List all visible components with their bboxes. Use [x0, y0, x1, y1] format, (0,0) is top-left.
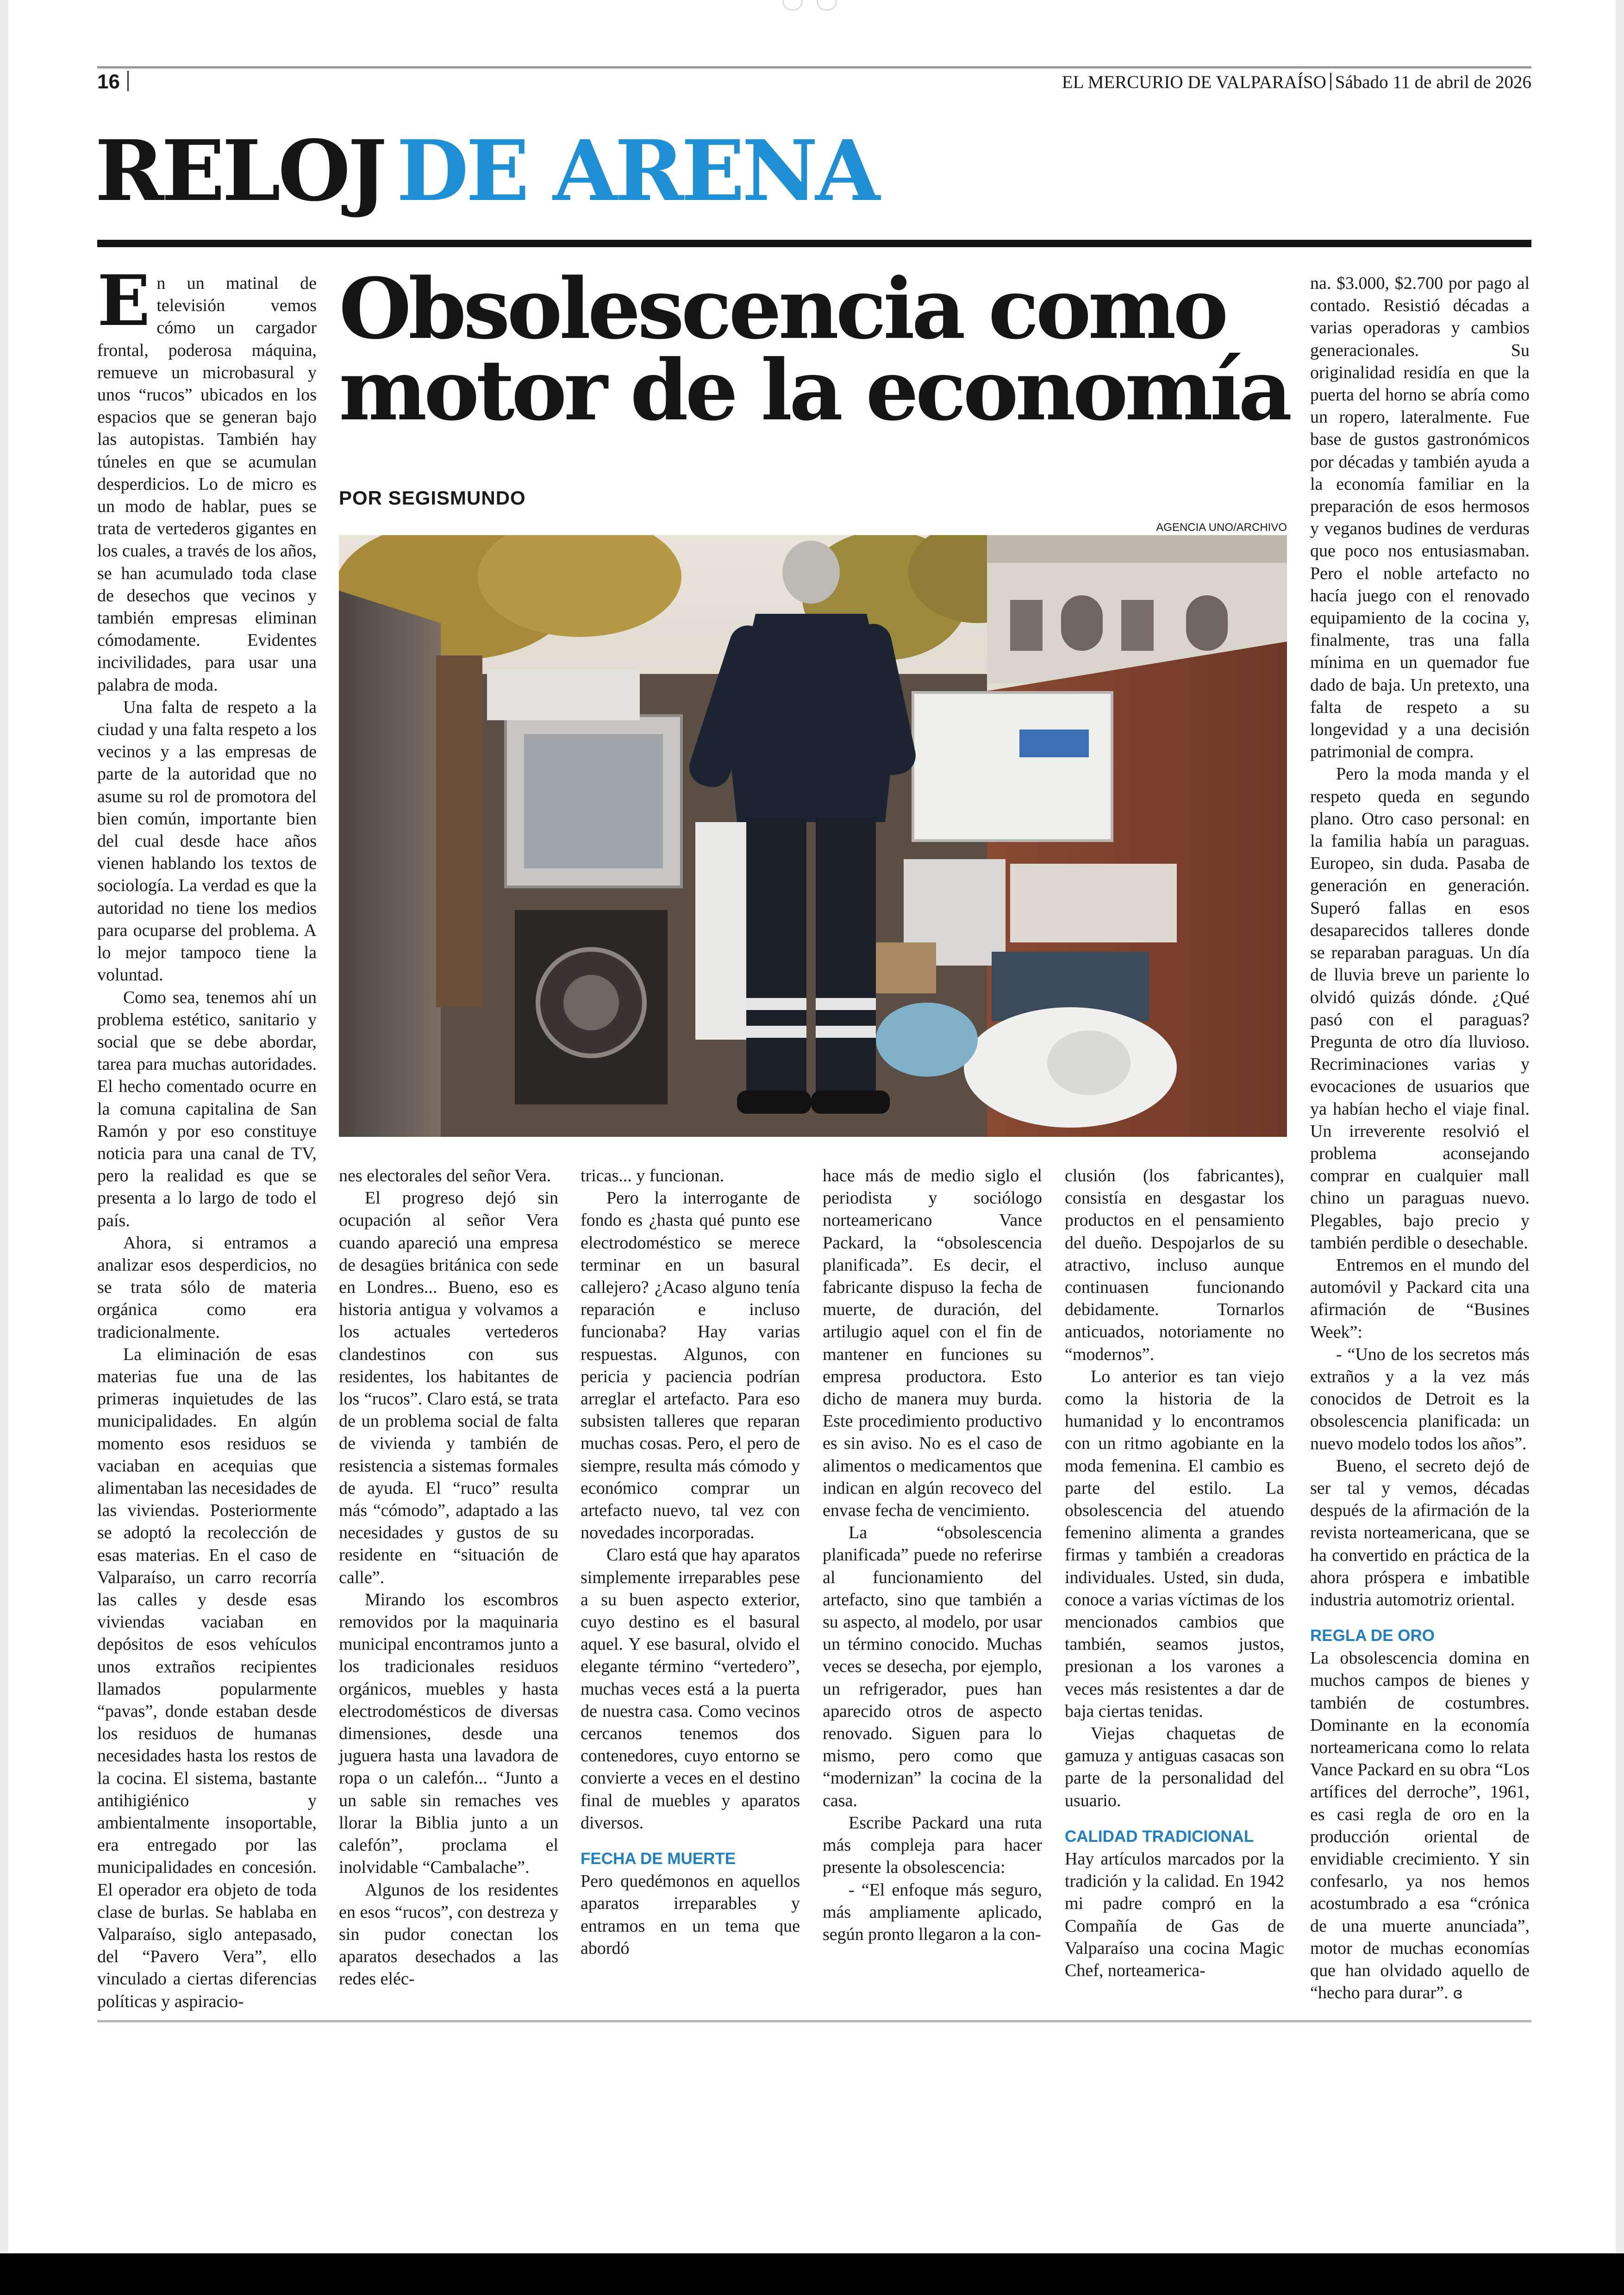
paragraph: tricas... y funcionan.	[581, 1166, 725, 1185]
closing-paragraph	[1310, 1647, 1530, 2004]
paragraph: Algunos de los residentes en esos “rucos”, con destreza y sin pudor conectan los aparatos desechados a las redes eléc-	[339, 1880, 558, 1989]
paragraph: Pero quedémonos en aquellos aparatos irreparables y entramos en un tema que abordó	[581, 1871, 800, 1958]
page-edge-left	[0, 0, 8, 2295]
lead-text: n un matinal de televisión vemos cómo un cargador frontal, poderosa máquina, remueve un microbasural y unos “rucos” ubicados en los espacios que se generan bajo las autopistas. También hay túneles en que se acumulan desperdicios. Lo de micro es un modo de hablar, pues se trata de vertederos gigantes en los cuales, a través de los años, se han acumulado toda clase de desechos que vecinos y también empresas eliminan cómodamente. Evidentes incivilidades, para usar una palabra de moda.	[97, 274, 317, 695]
headline: Obsolescencia como motor de la economía	[339, 260, 1289, 439]
paragraph: Ahora, si entramos a analizar esos desperdicios, no se trata sólo de materia orgánica como era tradicionalmente.	[97, 1233, 317, 1342]
page-edge-right	[1616, 0, 1624, 2295]
page-navigation-dots[interactable]	[782, 0, 837, 11]
paragraph: nes electorales del señor Vera.	[339, 1166, 551, 1185]
subhead-calidad-tradicional: CALIDAD TRADICIONAL	[1065, 1827, 1254, 1846]
paragraph: Viejas chaquetas de gamuza y antiguas casacas son parte de la personalidad del usuario.	[1065, 1724, 1284, 1810]
article-column-3	[581, 1165, 800, 1959]
page-number	[97, 70, 129, 94]
nav-dot[interactable]	[817, 0, 837, 11]
subhead-regla-de-oro: REGLA DE ORO	[1310, 1627, 1435, 1645]
page-number-text: 16	[97, 70, 120, 93]
dateline	[1062, 72, 1531, 93]
byline: POR SEGISMUNDO	[339, 487, 526, 509]
article-photo	[339, 535, 1287, 1137]
paragraph: Bueno, el secreto dejó de ser tal y vemos, décadas después de la afirmación de la revista norteamericana, que se ha convertido en práctica de la ahora próspera e imbatible industria automotriz oriental.	[1310, 1456, 1530, 1609]
paragraph: Lo anterior es tan viejo como la historia de la humanidad y lo encontramos con un ritmo agobiante en la moda femenina. El cambio es parte del estilo. La obsolescencia del atuendo femenino alimenta a grandes firmas y también a creadoras individuales. Usted, sin duda, conoce a varias víctimas de los mencionados cambios que también, seamos justos, presionan a los varones a veces más resistentes a dar de baja ciertas tenidas.	[1065, 1366, 1284, 1721]
newspaper-name: EL MERCURIO DE VALPARAÍSO	[1062, 72, 1326, 92]
paragraph: La “obsolescencia planificada” puede no referirse al funcionamiento del artefacto, sino que también a su aspecto, al modelo, por usar un término conocido. Muchas veces se desecha, por ejemplo, un refrigerador, pues han aparecido otros de aspecto renovado. Siguen para lo mismo, pero como que “modernizan” la cocina de la casa.	[823, 1523, 1042, 1810]
section-title	[95, 122, 877, 220]
paragraph: hace más de medio siglo el periodista y sociólogo norteamericano Vance Packard, la “obsolescencia planificada”. Es decir, el fabricante dispuso la fecha de muerte, de duración, del artilugio aquel con el fin de mantener en funciones su empresa productora. Esto dicho de manera muy burda. Este procedimiento productivo es sin aviso. No es el caso de alimentos o medicamentos que indican en algún recoveco del envase fecha de vencimiento.	[823, 1166, 1042, 1521]
paragraph: Pero la interrogante de fondo es ¿hasta qué punto ese electrodoméstico se merece terminar en un basural callejero? ¿Acaso alguno tenía reparación e incluso funcionaba? Hay varias respuestas. Algunos, con pericia y paciencia podrían arreglar el artefacto. Para eso subsisten talleres que reparan muchas cosas. Pero, el pero de siempre, resulta más cómodo y económico comprar un artefacto nuevo, tal vez con novedades incorporadas.	[581, 1188, 800, 1543]
paragraph: clusión (los fabricantes), consistía en desgastar los productos en el pensamiento del dueño. Despojarlos de su atractivo, incluso aunque continuasen funcionando debidamente. Tornarlos anticuados, notoriamente no “modernos”.	[1065, 1166, 1284, 1364]
footer-rule	[97, 2020, 1531, 2022]
dateline-separator	[1330, 73, 1331, 90]
section-rule	[97, 240, 1531, 247]
nav-dot[interactable]	[782, 0, 803, 11]
paragraph: Escribe Packard una ruta más compleja para hacer presente la obsolescencia:	[823, 1813, 1042, 1877]
issue-date: Sábado 11 de abril de 2026	[1335, 72, 1531, 92]
article-column-2	[339, 1165, 558, 1990]
section-title-word1: RELOJ	[95, 122, 385, 220]
paragraph: Entremos en el mundo del automóvil y Packard cita una afirmación de “Busines Week”:	[1310, 1255, 1530, 1342]
paragraph: Como sea, tenemos ahí un problema estético, sanitario y social que se debe abordar, tarea para muchas autoridades. El hecho comentado ocurre en la comuna capitalina de San Ramón y por eso constituye noticia para una canal de TV, pero la realidad es que se presenta a lo largo de todo el país.	[97, 987, 317, 1230]
end-mark-icon: ɞ	[1453, 1984, 1463, 2002]
paragraph: - “Uno de los secretos más extraños y a la vez más conocidos de Detroit es la obsolescencia planificada: un nuevo modelo todos los años”.	[1310, 1344, 1530, 1453]
photo-credit: AGENCIA UNO/ARCHIVO	[1156, 521, 1287, 534]
article-column-4	[823, 1165, 1042, 1946]
closing-text: La obsolescencia domina en muchos campos de bienes y también de costumbres. Dominante en la economía norteamericana como lo relata Vance Packard en su obra “Los artífices del derroche”, 1961, es casi regla de oro en la producción oriental de envidiable crecimiento. Y sin confesarlo, ya nos hemos acostumbrado a esa “crónica de una muerte anunciada”, motor de muchas economías que han olvidado aquello de “hecho para durar”.	[1310, 1648, 1530, 2003]
folio-separator	[127, 71, 129, 91]
screen-bottom-bar	[0, 2253, 1624, 2295]
paragraph: Una falta de respeto a la ciudad y una falta respeto a los vecinos y a las empresas de parte de la autoridad que no asume su rol de promotora del bien común, importante bien del cual desde hace años vienen hablando los textos de sociología. La verdad es que la autoridad no tiene los medios para ocuparse del problema. A lo mejor tampoco tiene la voluntad.	[97, 697, 317, 985]
paragraph: El progreso dejó sin ocupación al señor Vera cuando apareció una empresa de desagües británica con sede en Londres... Bueno, eso es historia antigua y volvamos a los actuales vertederos clandestinos con sus residentes, los habitantes de los “rucos”. Claro está, se trata de un problema social de falta de vivienda y también de resistencia a sistemas formales de ayuda. El “ruco” resulta más “cómodo”, adaptado a las necesidades y gustos de su residente en “situación de calle”.	[339, 1188, 558, 1587]
lead-paragraph	[97, 260, 317, 696]
subhead-fecha-de-muerte: FECHA DE MUERTE	[581, 1850, 736, 1868]
article-column-1	[97, 260, 317, 2011]
paragraph: Mirando los escombros removidos por la maquinaria municipal encontramos junto a los tradicionales residuos orgánicos, muebles y hasta electrodomésticos de diversas dimensiones, desde una juguera hasta una lavadora de ropa o un calefón... “Junto a un sable sin remaches ves llorar la Biblia junto a un calefón”, proclama el inolvidable “Cambalache”.	[339, 1590, 558, 1877]
dumpster-scene-illustration	[339, 535, 1287, 1137]
paragraph: na. $3.000, $2.700 por pago al contado. Resistió décadas a varias operadoras y cambios generacionales. Su originalidad residía en que la puerta del horno se abría como un ropero, lateralmente. Fue base de gustos gastronómicos por décadas y también ayuda a la economía familiar en la preparación de esos hermosos y veganos budines de verduras que poco nos entusiasmaban. Pero el noble artefacto no hacía juego con el renovado equipamiento de la cocina y, finalmente, tras una falla mínima en un quemador fue dado de baja. Un pretexto, una falta de respeto a su longevidad y a una decisión patrimonial de compra.	[1310, 274, 1530, 762]
article-column-6	[1310, 272, 1530, 2004]
paragraph: - “El enfoque más seguro, más ampliamente aplicado, según pronto llegaron a la con-	[823, 1880, 1042, 1944]
paragraph: La eliminación de esas materias fue una de las primeras inquietudes de las municipalidades. En algún momento esos residuos se vaciaban en acequias que alimentaban las necesidades de las viviendas. Posteriormente se adoptó la recolección de esas materias. En el caso de Valparaíso, un carro recorría las calles y desde esas viviendas vaciaban en depósitos de esos vehículos unos extraños recipientes llamados popularmente “pavas”, donde estaban desde los residuos de humanas necesidades hasta los restos de la cocina. El sistema, bastante antihigiénico y ambientalmente insoportable, era entregado por las municipalidades en concesión. El operador era objeto de toda clase de burlas. Se hablaba en Valparaíso, siglo antepasado, del “Pavero Vera”, ello vinculado a ciertas diferencias políticas y aspiracio-	[97, 1344, 317, 2011]
header-rule	[97, 66, 1531, 69]
section-title-word2: DE ARENA	[396, 122, 877, 220]
paragraph: Claro está que hay aparatos simplemente irreparables pese a su buen aspecto exterior, cuyo destino es el basural aquel. Y ese basural, olvido el elegante término “vertedero”, muchas veces está a la puerta de nuestra casa. Como vecinos cercanos tenemos dos contenedores, cuyo entorno se convierte a veces en el destino final de muebles y aparatos diversos.	[581, 1545, 800, 1833]
article-column-5	[1065, 1165, 1284, 1982]
paragraph: Hay artículos marcados por la tradición y la calidad. En 1942 mi padre compró en la Compañía de Gas de Valparaíso una cocina Magic Chef, norteamerica-	[1065, 1849, 1284, 1980]
drop-cap: E	[97, 260, 150, 342]
paragraph: Pero la moda manda y el respeto queda en segundo plano. Otro caso personal: en la familia había un paraguas. Europeo, sin duda. Pasaba de generación en generación. Superó fallas en esos desaparecidos talleres donde se reparaban paraguas. Un día de lluvia breve un pariente lo olvidó quizás dónde. ¿Qué pasó con el paraguas? Pregunta de otro día lluvioso. Recriminaciones varias y evocaciones de usuarios que ya habían hecho el viaje final. Un irreverente resolvió el problema aconsejando comprar en cualquier mall chino un paraguas nuevo. Plegables, bajo precio y también perdible o desechable.	[1310, 764, 1530, 1253]
